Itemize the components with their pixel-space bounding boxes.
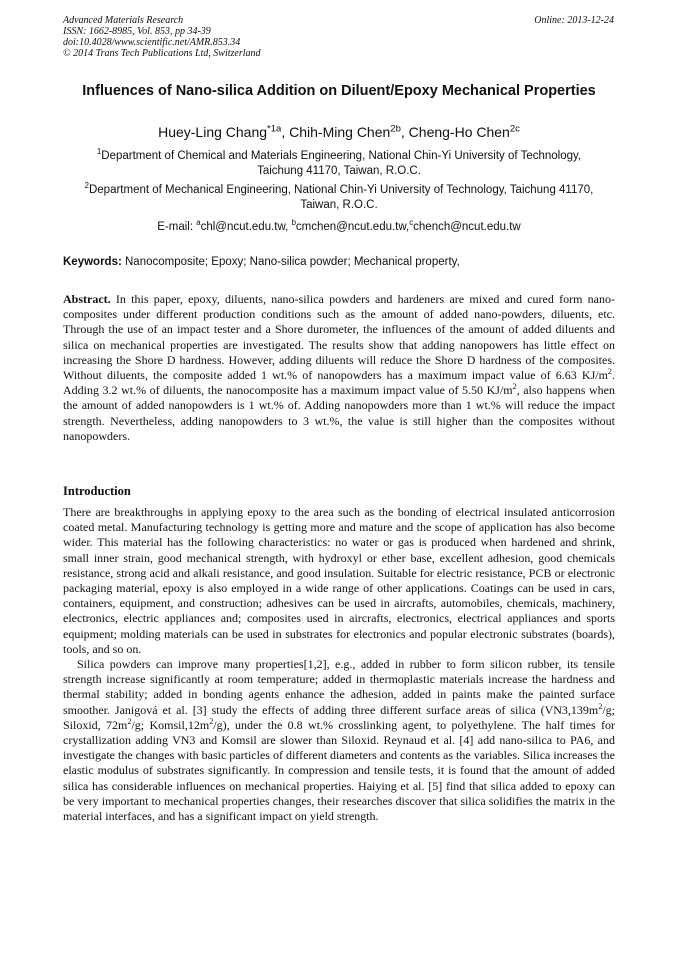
author-mark: 2b <box>390 123 401 135</box>
paragraph-text: Silica powders can improve many properties[1,2], e.g., added in rubber to form silicon rubber, its tensile strength increase significantly at room temperature; added in thermoplastic materials increase the hardness and thermal stability; added in bonding agents enhance the adhesion, added in paints make the painted surface smoother. Janigová et al. [3] study the effects of adding three different surface areas of silica (VN3,139m <box>63 657 615 717</box>
email-link[interactable]: chl@ncut.edu.tw, <box>200 221 292 233</box>
affiliation-line: Department of Mechanical Engineering, National Chin-Yi University of Technology, Taichung 41170, <box>88 184 594 196</box>
section-heading-introduction: Introduction <box>63 484 131 498</box>
abstract-text: , also happens when the amount of added nanopowders is 1 wt.% of. Adding nanopowders more than 1 wt.% will reduce the impact strength. Nevertheless, adding nanopowders to 3 wt.%, the value is still higher than the composites without nanopowders. <box>63 383 615 443</box>
journal-header <box>63 15 261 59</box>
affiliation-mark: 1 <box>96 147 102 157</box>
superscript: 2 <box>127 716 132 726</box>
superscript: 2 <box>209 716 214 726</box>
paragraph-text: /g), under the 0.8 wt.% crosslinking agent, to polyethylene. The half times for crystallization adding VN3 and Komsil are slower than Siloxid. Reynaud et al. [4] add nano-silica to PA6, and investigate the changes with basic particles of different diameters and contents as the variables. Silica increases the elastic modulus of substrates significantly. In compression and tensile tests, it is found that the amount of added silica has considerable influences on mechanical properties. Haiying et al. [5] find that silica added to epoxy can be very important to mechanical properties changes, their researches discover that silica solidifies the matrix in the material interfaces, and has a significant impact on yield strength. <box>63 717 616 824</box>
author-list: Huey-Ling Chang$^{*1a}$, Chih-Ming Chen$^{2b}$, Cheng-Ho Chen$^{2c}$ <box>158 123 520 140</box>
paragraph: There are breakthroughs in applying epoxy to the area such as the bonding of electrical insulated anticorrosion coated metal. Manufacturing technology is getting more and mature and the scope of application has also become wider. This material has the following characteristics: no water or gas is produced when hardened and shrink, small inner strain, good mechanical strength, with hydroxyl or ether base, excellent adhesion, good chemicals resistance, strong acid and alkali resistance, and good insulation. Suitable for electric resistance, PCB or electronic packaging material, epoxy is also employed in a wide range of other applications. Coatings can be used in cars, containers, equipment, and construction; adhesives can be used in aircrafts, automobiles, chemicals, machinery, electronics, electric appliances and; composites used in aircrafts, electronics, electrical appliances and sports equipment; molding materials can be used in substrates for electronics and popular electronic substrates (boards), tools, and so on. <box>63 505 615 656</box>
abstract-label: Abstract. <box>63 292 111 306</box>
paragraph <box>63 657 615 824</box>
superscript: 2 <box>598 701 603 711</box>
superscript: 2 <box>512 382 517 392</box>
affiliation-1 <box>63 149 615 179</box>
author-name: Cheng-Ho Chen <box>408 124 510 140</box>
abstract <box>63 292 615 444</box>
paragraph-text: /g; Siloxid, 72m <box>63 702 615 732</box>
affiliation-line: Taichung 41170, Taiwan, R.O.C. <box>257 165 421 177</box>
affiliation-mark: 2 <box>84 181 89 191</box>
email-mark: a <box>196 218 201 228</box>
email-link[interactable]: chench@ncut.edu.tw <box>413 221 521 233</box>
keywords-text: Nanocomposite; Epoxy; Nano-silica powder; Mechanical property, <box>125 256 460 268</box>
abstract-text: . Adding 3.2 wt.% of diluents, the nanocomposite has a maximum impact value of 5.50 KJ/m <box>63 368 615 398</box>
email-mark: c <box>409 218 414 228</box>
author-mark: *1a <box>267 123 282 135</box>
affiliation-line: Taiwan, R.O.C. <box>300 199 378 211</box>
email-label: E-mail: <box>157 221 197 233</box>
keywords-label: Keywords: <box>63 256 122 268</box>
author-name: Huey-Ling Chang <box>158 124 268 140</box>
email-link[interactable]: cmchen@ncut.edu.tw, <box>295 221 410 233</box>
keywords <box>63 255 615 270</box>
author-mark: 2c <box>509 123 520 135</box>
online-date: Online: 2013-12-24 <box>534 15 614 26</box>
affiliation-2 <box>63 183 615 213</box>
paragraph-text: /g; Komsil,12m <box>131 717 210 732</box>
affiliation-line: Department of Chemical and Materials Engineering, National Chin-Yi University of Technology, <box>101 150 582 162</box>
abstract-text: In this paper, epoxy, diluents, nano-silica powders and hardeners are mixed and cured form nano-composites under different production conditions such as the amount of added nano-powders, diluents, etc. Through the use of an impact tester and a Shore durometer, the influences of the amount of added diluents and silica on mechanical properties are investigated. The results show that adding nanopowers has little effect on increasing the Shore D hardness. However, adding diluents will reduce the Shore D hardness of the composites. Without diluents, the composite added 1 wt.% of nanopowders has a maximum impact value of 6.63 KJ/m <box>63 292 615 383</box>
journal-issn: ISSN: 1662-8985, Vol. 853, pp 34-39 <box>63 26 211 37</box>
email-line <box>63 220 615 235</box>
author-name: Chih-Ming Chen <box>289 124 391 140</box>
journal-copyright: © 2014 Trans Tech Publications Ltd, Switzerland <box>63 48 261 59</box>
email-mark: b <box>291 218 296 228</box>
introduction-body <box>63 505 615 824</box>
journal-name: Advanced Materials Research <box>63 15 184 26</box>
superscript: 2 <box>607 367 612 377</box>
journal-doi: doi:10.4028/www.scientific.net/AMR.853.34 <box>63 37 241 48</box>
paper-title: Influences of Nano-silica Addition on Diluent/Epoxy Mechanical Properties <box>82 83 596 99</box>
